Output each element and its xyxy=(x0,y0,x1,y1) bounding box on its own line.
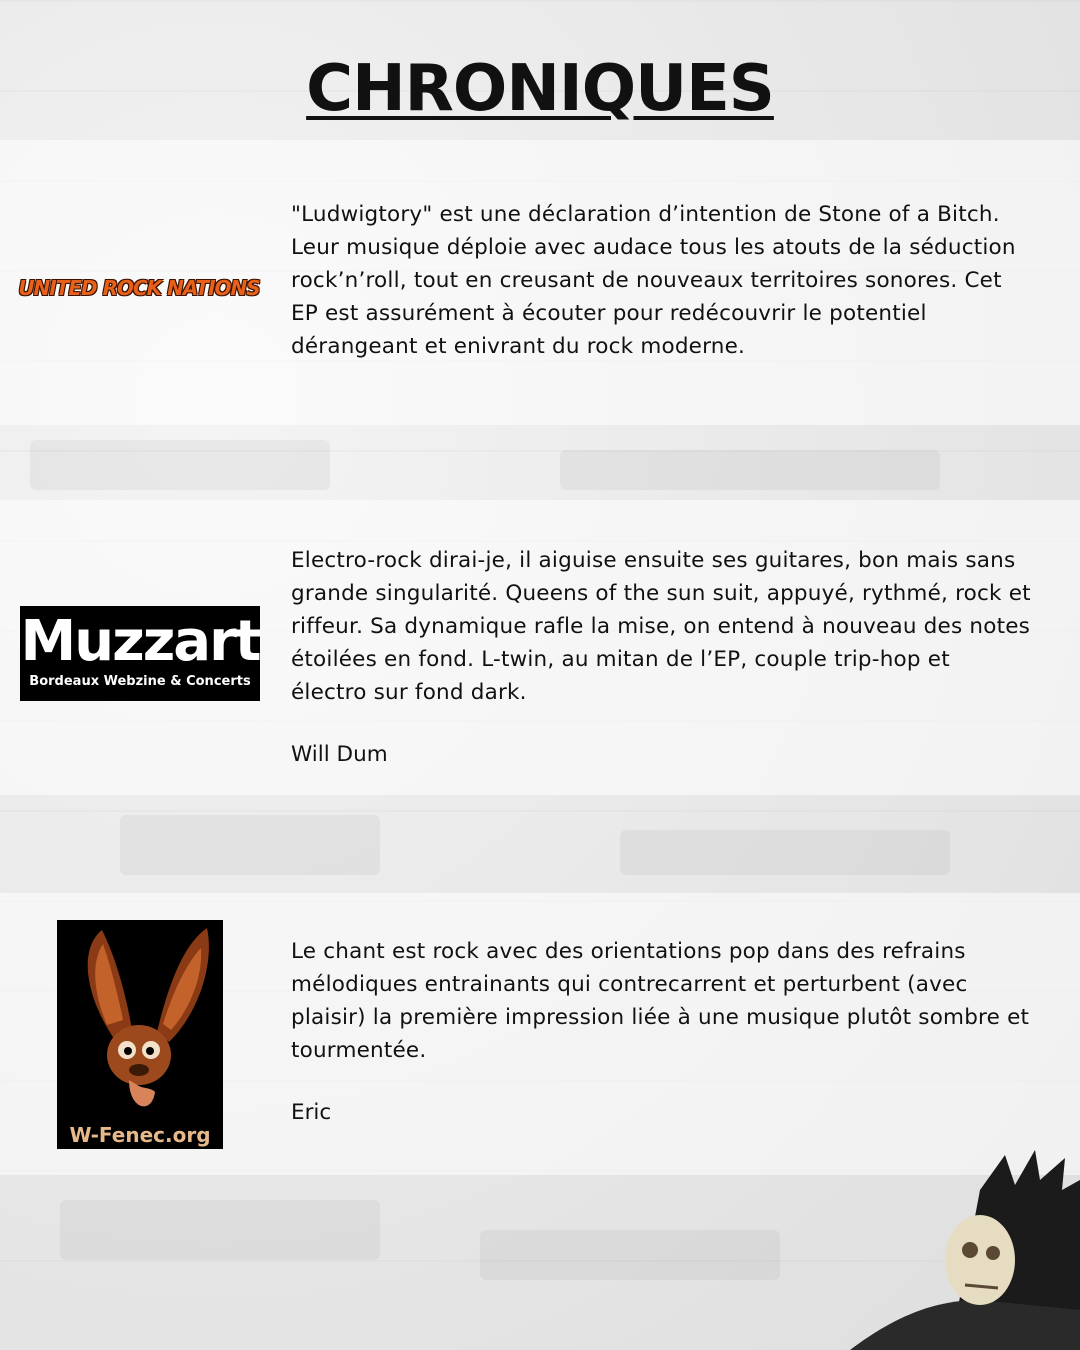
muzzart-logo[interactable] xyxy=(20,606,260,701)
wall-stone xyxy=(560,450,940,490)
united-rock-nations-logo[interactable] xyxy=(20,272,258,304)
review-text: "Ludwigtory" est une déclaration d’intention de Stone of a Bitch. Leur musique déploie avec audace tous les atouts de la séduction rock’n’roll, tout en creusant de nouveaux territoires sonores. Cet EP est assurément à écouter pour redécouvrir le potentiel dérangeant et enivrant du rock moderne. xyxy=(291,202,1016,359)
fennec-fox-icon xyxy=(57,920,223,1120)
logo-tagline: Bordeaux Webzine & Concerts xyxy=(29,674,251,689)
logo-wordmark: Muzzart xyxy=(20,609,260,674)
wall-stone xyxy=(60,1200,380,1260)
wall-stone xyxy=(120,815,380,875)
logo-wordmark: W-Fenec.org xyxy=(69,1123,211,1147)
review-author: Will Dum xyxy=(291,742,388,767)
logo-wordmark: UNITED ROCK NATIONS xyxy=(18,276,260,300)
wall-stone xyxy=(480,1230,780,1280)
review-text: Electro-rock dirai-je, il aiguise ensuite ses guitares, bon mais sans grande singularité. Queens of the sun suit, appuyé, rythmé, rock et riffeur. Sa dynamique rafle la mise, on entend à nouveau des notes étoilées en fond. L-twin, au mitan de l’EP, couple trip-hop et électro sur fond dark. xyxy=(291,548,1031,705)
w-fenec-logo[interactable] xyxy=(57,920,223,1149)
page-title: CHRONIQUES xyxy=(306,52,774,126)
review-author: Eric xyxy=(291,1100,332,1125)
skull-figure-illustration xyxy=(830,1150,1080,1350)
review-text: Le chant est rock avec des orientations pop dans des refrains mélodiques entrainants qui contrecarrent et perturbent (avec plaisir) la première impression liée à une musique plutôt sombre et tourmentée. xyxy=(291,939,1030,1063)
wall-stone xyxy=(30,440,330,490)
wall-stone xyxy=(620,830,950,875)
